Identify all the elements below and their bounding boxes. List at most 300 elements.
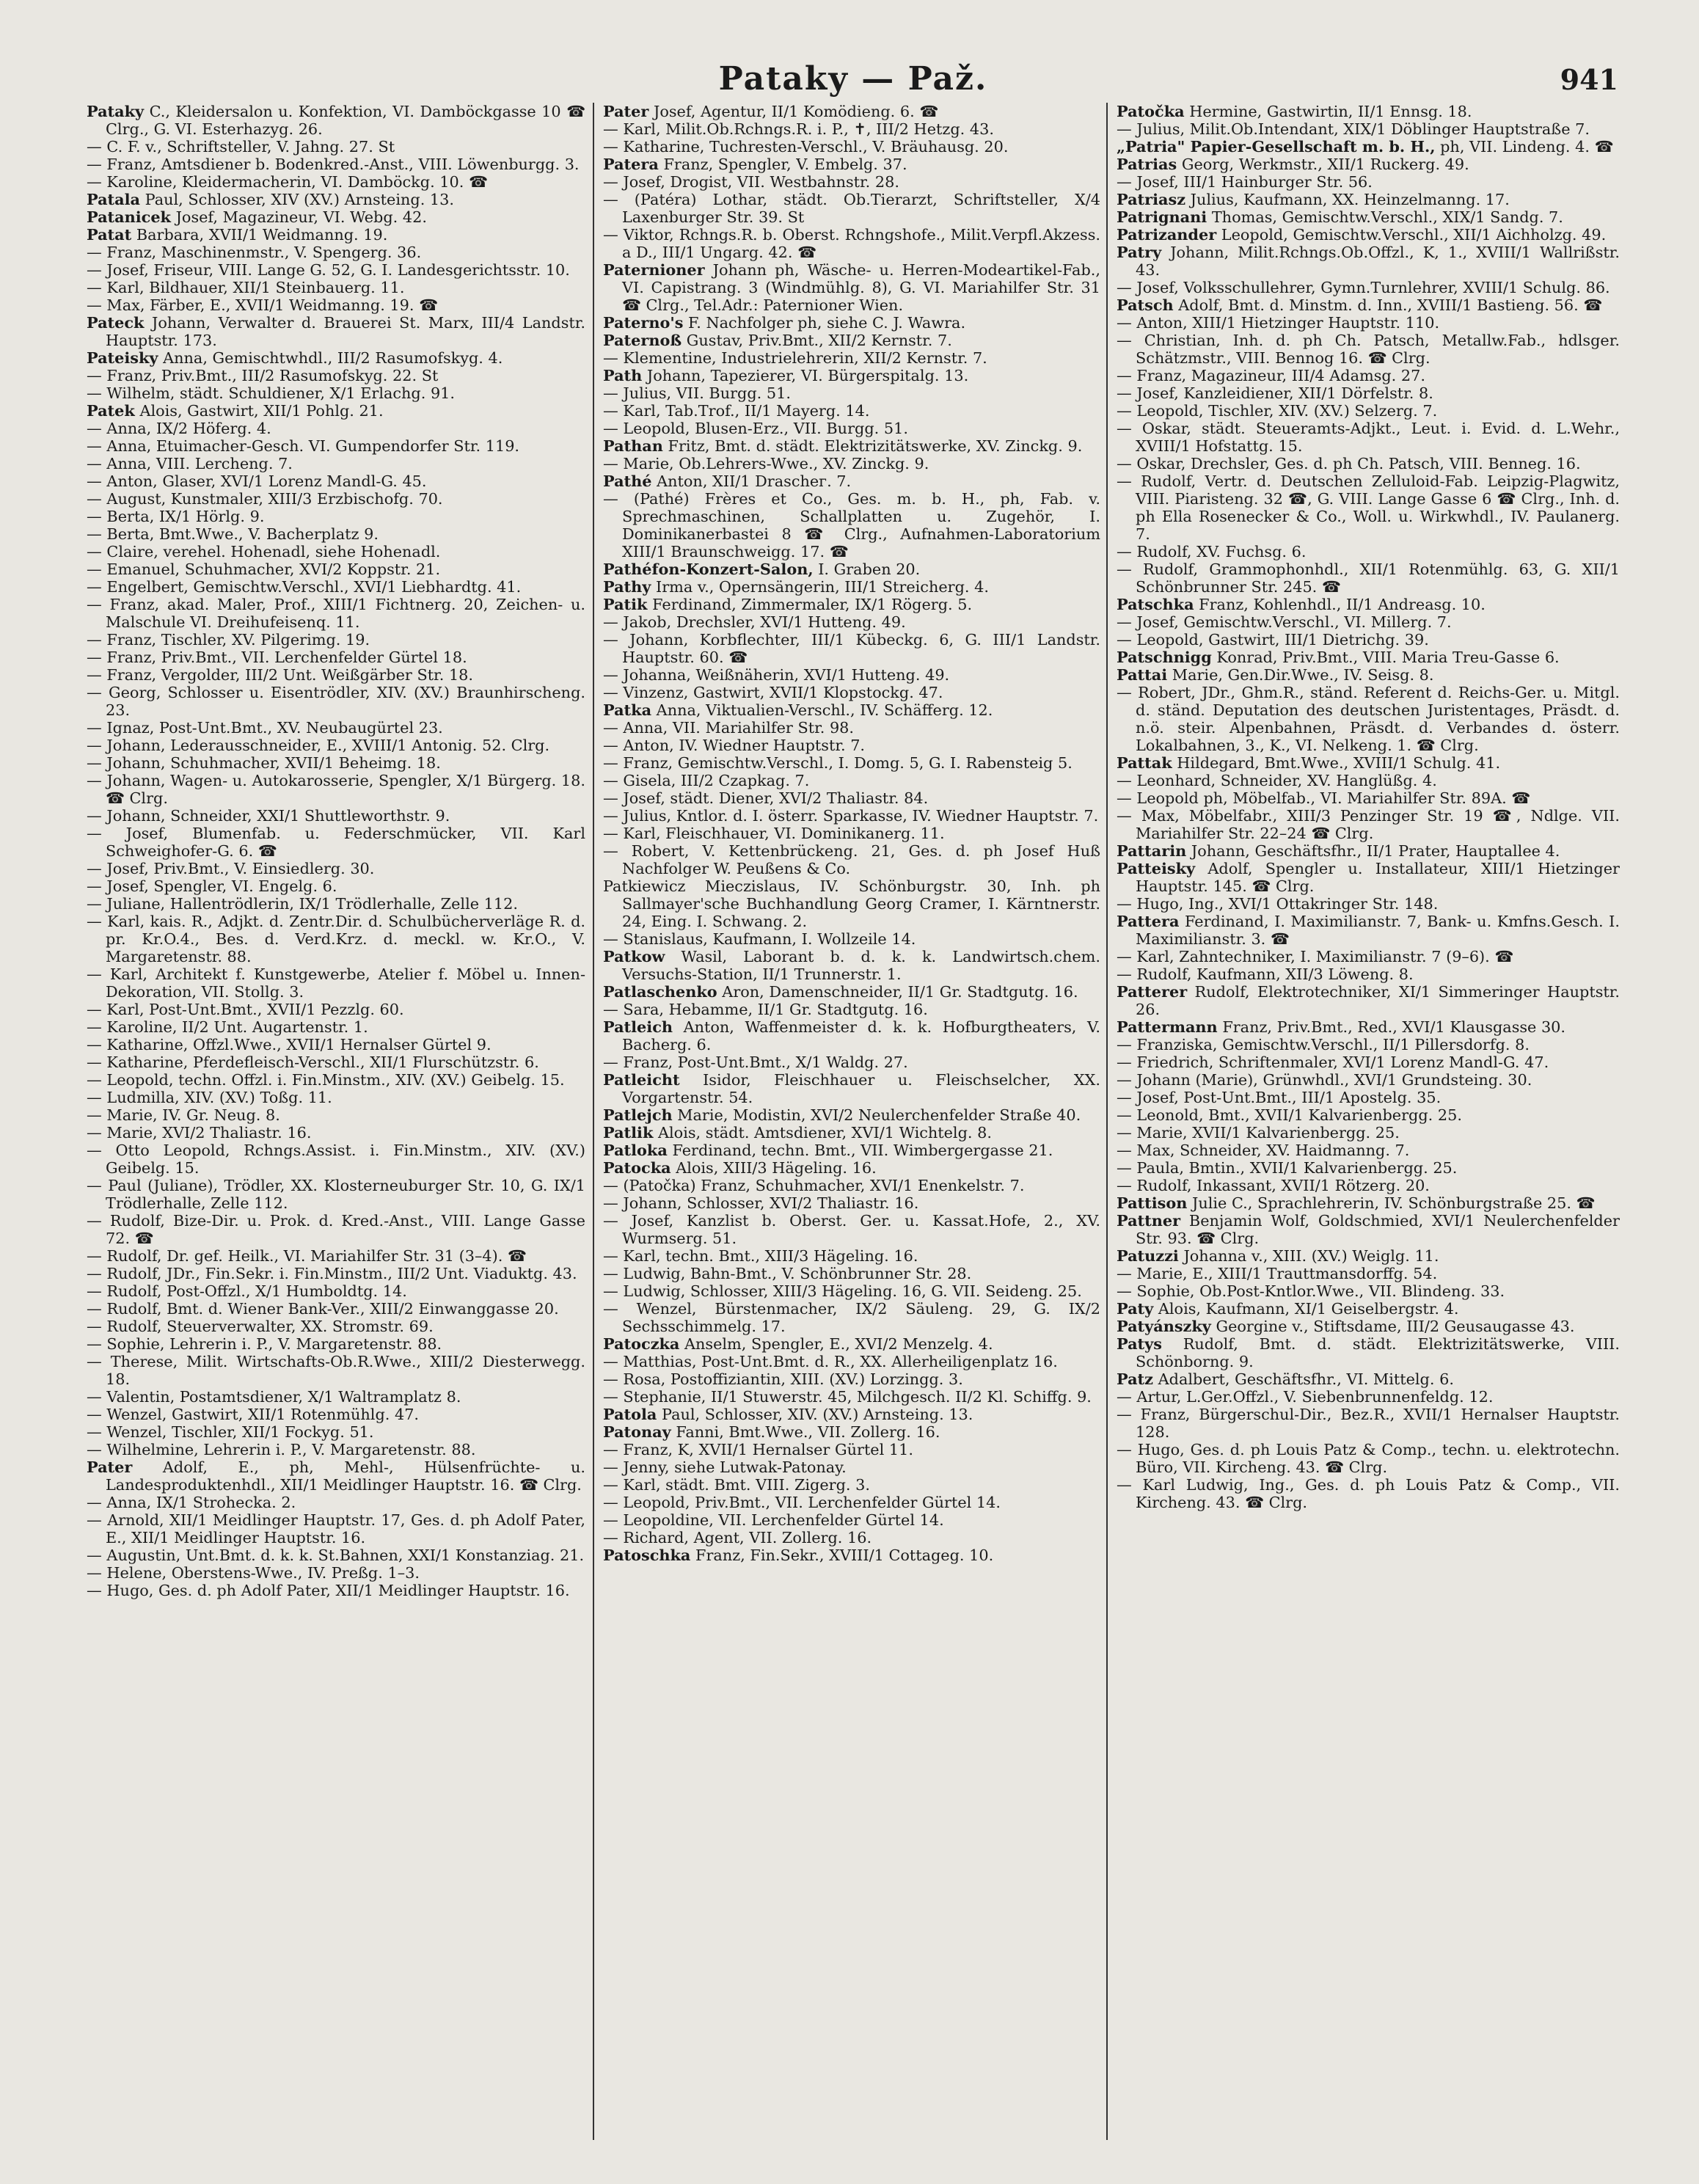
entry-name: — [603,455,618,472]
directory-entry [603,1159,1100,1177]
directory-entry [87,825,585,860]
entry-name: Patleicht [603,1070,680,1089]
directory-entry [603,1406,1100,1423]
directory-entry [603,631,1100,666]
entry-name: Patlaschenko [603,982,717,1001]
entry-name: — [603,1001,618,1018]
entry-text: Rudolf, Bize-Dir. u. Prok. d. Kred.-Anst., VIII. Lange Gasse 72. ☎ [106,1212,585,1247]
directory-entry [603,754,1100,772]
directory-entry [603,1124,1100,1142]
entry-name: Paty [1117,1299,1154,1318]
entry-text: Robert, JDr., Ghm.R., ständ. Referent d. Reichs-Ger. u. Mitgl. d. ständ. Deputation des deutschen Juristentages, Präsdt. d. n.ö. steir. Alpenbahnen, Präsdt. d. Verbandes d. österr. Lokalbahnen, 3., K., VI. Nelkeng. 1. ☎ Clrg. [1136,684,1620,754]
entry-name: Patterer [1117,982,1188,1001]
directory-entry [87,296,585,314]
directory-entry [87,860,585,877]
entry-name: — [87,525,102,543]
entry-name: — [603,666,618,684]
entry-text: Marie, XVII/1 Kalvarienbergg. 25. [1136,1124,1400,1142]
directory-entry [1117,772,1620,789]
entry-text: Therese, Milit. Wirtschafts-Ob.R.Wwe., XIII/2 Diesterwegg. 18. [106,1353,585,1388]
entry-name: Patschnigg [1117,648,1212,666]
directory-entry [603,1212,1100,1247]
entry-text: Anna, IX/2 Höferg. 4. [106,420,271,437]
entry-text: Franz, Vergolder, III/2 Unt. Weißgärber Str. 18. [106,666,474,684]
directory-entry [87,525,585,543]
entry-text: Rudolf, Bmt. d. Wiener Bank-Ver., XIII/2 Einwanggasse 20. [106,1300,559,1318]
entry-name: — [87,596,102,613]
entry-name: — [603,120,618,138]
entry-text: Josef, III/1 Hainburger Str. 56. [1136,173,1373,191]
directory-entry [1117,1106,1620,1124]
directory-entry [87,631,585,649]
running-title: Pataky — Paž. [718,60,988,98]
entry-text: Julius, VII. Burgg. 51. [623,384,791,402]
entry-name: Patlejch [603,1106,673,1124]
entry-name: — [87,1335,102,1353]
entry-text: Wasil, Laborant b. d. k. k. Landwirtsch.chem. Versuchs-Station, II/1 Trunnerstr. 1. [622,948,1100,983]
directory-entry [603,367,1100,384]
entry-text: Richard, Agent, VII. Zollerg. 16. [623,1529,872,1546]
entry-name: Paterno's [603,313,684,332]
entry-text: Georg, Schlosser u. Eisentrödler, XIV. (XV.) Braunhirscheng. 23. [106,684,585,719]
directory-entry [87,1089,585,1106]
entry-text: Marie, Ob.Lehrers-Wwe., XV. Zinckg. 9. [623,455,929,472]
directory-entry [603,437,1100,455]
directory-entry [87,543,585,560]
entry-text: Paul, Schlosser, XIV. (XV.) Arnsteing. 13. [662,1406,973,1423]
entry-name: Patz [1117,1370,1153,1388]
entry-text: Berta, Bmt.Wwe., V. Bacherplatz 9. [106,525,379,543]
entry-text: Johann, Geschäftsfhr., II/1 Prater, Hauptallee 4. [1191,842,1560,860]
entry-text: Juliane, Hallentrödlerin, IX/1 Trödlerhalle, Zelle 112. [106,895,518,913]
entry-name: Pathan [603,437,663,455]
entry-text: Johann, Tapezierer, VI. Bürgerspitalg. 13. [646,367,969,384]
entry-text: Rudolf, Vertr. d. Deutschen Zelluloid-Fab. Leipzig-Plagwitz, VIII. Piaristeng. 32 ☎, G. VIII. Lange Gasse 6 ☎ Clrg., Inh. d. ph Ella Rosenecker & Co., Woll. u. Wirkwhdl., IV. Paulanerg. 7. [1136,472,1620,543]
entry-text: Julius, Milit.Ob.Intendant, XIX/1 Döblinger Hauptstraße 7. [1136,120,1590,138]
entry-text: Klementine, Industrielehrerin, XII/2 Kernstr. 7. [623,349,987,367]
entry-name: Patkiewicz [603,877,686,895]
entry-text: Johann, Korbflechter, III/1 Kübeckg. 6, G. III/1 Landstr. Hauptstr. 60. ☎ [622,631,1100,666]
entry-text: Karl, Milit.Ob.Rchngs.R. i. P., ✝, III/2 Hetzg. 43. [623,120,994,138]
directory-entry [603,261,1100,314]
entry-text: Johann, Milit.Rchngs.Ob.Offzl., K, 1., XVIII/1 Wallrißstr. 43. [1136,244,1620,279]
directory-entry [87,965,585,1001]
entry-name: — [87,1036,102,1053]
entry-name: — [603,191,618,208]
directory-entry [603,472,1100,490]
entry-name: — [1117,1071,1132,1089]
directory-entry [87,1406,585,1423]
entry-text: Wenzel, Tischler, XII/1 Fockyg. 51. [106,1423,374,1441]
entry-text: Max, Färber, E., XVII/1 Weidmanng. 19. ☎ [106,296,439,314]
directory-entry [87,226,585,244]
directory-entry [87,508,585,525]
directory-entry [603,1001,1100,1018]
entry-text: Johann, Schneider, XXI/1 Shuttleworthstr. 9. [106,807,450,825]
entry-text: Leopoldine, VII. Lerchenfelder Gürtel 14. [623,1511,944,1529]
directory-entry [1117,173,1620,191]
directory-entry [1117,138,1620,156]
entry-name: — [87,156,102,173]
entry-name: — [87,1282,102,1300]
entry-name: — [87,1353,102,1370]
directory-entry [603,930,1100,948]
directory-entry [87,1265,585,1282]
entry-name: — [87,420,102,437]
entry-text: Johann (Marie), Grünwhdl., XVI/1 Grundsteing. 30. [1136,1071,1532,1089]
entry-name: — [1117,402,1132,420]
entry-name: — [87,772,102,789]
entry-name: — [87,1106,102,1124]
entry-text: Georgine v., Stiftsdame, III/2 Geusaugasse 43. [1216,1318,1575,1335]
entry-name: — [603,737,618,754]
entry-text: Karl, Fleischhauer, VI. Dominikanerg. 11. [623,825,945,842]
entry-name: Patrignani [1117,208,1207,226]
directory-entry [1117,1159,1620,1177]
directory-entry [1117,983,1620,1018]
entry-name: — [1117,948,1132,965]
entry-name: — [603,1282,618,1300]
entry-text: Anna, Etuimacher-Gesch. VI. Gumpendorfer Str. 119. [106,437,520,455]
entry-name: — [87,1388,102,1406]
entry-name: — [87,1001,102,1018]
entry-name: — [87,1423,102,1441]
entry-name: Patkow [603,947,665,965]
entry-text: ph, VII. Lindeng. 4. ☎ [1440,138,1614,156]
directory-entry [603,983,1100,1001]
directory-entry [87,666,585,684]
directory-entry [87,138,585,156]
entry-name: — [1117,1388,1132,1406]
directory-entry [87,349,585,367]
entry-name: Patola [603,1405,657,1423]
directory-entry [87,1458,585,1494]
directory-entry [603,103,1100,120]
entry-text: Fanni, Bmt.Wwe., VII. Zollerg. 16. [676,1423,940,1441]
directory-entry [87,1441,585,1458]
entry-name: — [1117,279,1132,296]
directory-entry [1117,1177,1620,1194]
entry-name: Pataky [87,103,145,120]
entry-name: Patloka [603,1141,668,1159]
directory-entry [87,1335,585,1353]
directory-entry [1117,120,1620,138]
entry-name: — [603,1388,618,1406]
entry-name: — [1117,1441,1132,1458]
directory-entry [87,649,585,666]
directory-entry [1117,948,1620,965]
entry-name: — [87,173,102,191]
entry-name: Pattison [1117,1194,1188,1212]
entry-name: — [1117,384,1132,402]
directory-entry [603,1335,1100,1353]
entry-name: — [1117,1265,1132,1282]
entry-text: Max, Schneider, XV. Haidmanng. 7. [1136,1142,1410,1159]
entry-name: Pathéfon-Konzert-Salon, [603,560,814,578]
entry-text: Anselm, Spengler, E., XVI/2 Menzelg. 4. [684,1335,993,1353]
entry-text: Jenny, siehe Lutwak-Patonay. [623,1458,847,1476]
directory-entry [1117,367,1620,384]
entry-name: — [603,420,618,437]
entry-name: Patek [87,401,135,420]
entry-text: Adolf, E., ph, Mehl-, Hülsenfrüchte- u. Landesproduktenhdl., XII/1 Meidlinger Hauptstr. 16. ☎ Clrg. [106,1458,585,1494]
entry-text: Adalbert, Geschäftsfhr., VI. Mittelg. 6. [1158,1370,1454,1388]
entry-name: — [603,173,618,191]
entry-text: Karl, Tab.Trof., II/1 Mayerg. 14. [623,402,870,420]
entry-text: Marie, Gen.Dir.Wwe., IV. Seisg. 8. [1172,666,1434,684]
entry-name: — [87,1441,102,1458]
directory-entry [1117,543,1620,560]
entry-text: Julie C., Sprachlehrerin, IV. Schönburgstraße 25. ☎ [1192,1194,1596,1212]
entry-text: Anna, Gemischtwhdl., III/2 Rasumofskyg. 4. [163,349,503,367]
entry-name: — [603,1053,618,1071]
directory-entry [1117,913,1620,948]
entry-name: — [87,296,102,314]
entry-text: Rudolf, Bmt. d. städt. Elektrizitätswerke, VIII. Schönborng. 9. [1136,1335,1620,1370]
entry-name: — [603,1511,618,1529]
entry-name: — [87,1177,102,1194]
directory-entry [1117,860,1620,895]
directory-entry [603,402,1100,420]
entry-name: — [603,1353,618,1370]
directory-entry [87,156,585,173]
directory-entry [87,560,585,578]
entry-text: Georg, Werkmstr., XII/1 Ruckerg. 49. [1181,156,1469,173]
entry-name: — [603,1247,618,1265]
directory-entry [603,772,1100,789]
entry-text: Johann ph, Wäsche- u. Herren-Modeartikel-Fab., VI. Capistrang. 3 (Windmühlg. 8), G. VI. Mariahilfer Str. 31 ☎ Clrg., Tel.Adr.: Paternioner Wien. [622,261,1100,314]
entry-name: Patanicek [87,208,171,226]
entry-text: Max, Möbelfabr., XIII/3 Penzinger Str. 19 ☎, Ndlge. VII. Mariahilfer Str. 22–24 ☎ Clrg. [1136,807,1620,842]
entry-text: Marie, Modistin, XVI/2 Neulerchenfelder Straße 40. [677,1106,1081,1124]
directory-entry [87,191,585,208]
entry-name: — [603,1300,618,1318]
entry-text: (Pathé) Frères et Co., Ges. m. b. H., ph, Fab. v. Sprechmaschinen, Schallplatten u. Zugehör, I. Dominikanerbastei 8 ☎ Clrg., Aufnahmen-Laboratorium XIII/1 Braunschweigg. 17. ☎ [622,490,1100,560]
directory-entry [1117,1265,1620,1282]
entry-name: — [87,1406,102,1423]
directory-entry [603,490,1100,560]
entry-text: Josef, Priv.Bmt., V. Einsiedlerg. 30. [106,860,375,877]
entry-name: — [1117,1476,1132,1494]
entry-text: Ferdinand, I. Maximilianstr. 7, Bank- u. Kmfns.Gesch. I. Maximilianstr. 3. ☎ [1136,913,1620,948]
directory-entry [603,948,1100,983]
directory-entry [1117,402,1620,420]
entry-name: — [87,631,102,649]
entry-text: Ignaz, Post-Unt.Bmt., XV. Neubaugürtel 23. [106,719,443,737]
entry-text: Johann, Schuhmacher, XVII/1 Beheimg. 18. [106,754,441,772]
entry-name: — [87,719,102,737]
directory-entry [1117,807,1620,842]
entry-name: — [87,455,102,472]
directory-entry [1117,1018,1620,1036]
entry-text: Marie, E., XIII/1 Trauttmansdorffg. 54. [1136,1265,1438,1282]
entry-name: Patyánszky [1117,1317,1211,1335]
entry-text: Hugo, Ing., XVI/1 Ottakringer Str. 148. [1136,895,1439,913]
entry-name: — [1117,772,1132,789]
entry-name: — [603,789,618,807]
entry-name: Pateisky [87,348,158,367]
entry-name: — [1117,631,1132,649]
entry-name: — [87,367,102,384]
entry-name: — [603,402,618,420]
entry-name: — [87,666,102,684]
directory-entry [87,1177,585,1212]
entry-text: Barbara, XVII/1 Weidmanng. 19. [136,226,388,244]
entry-text: Rudolf, Dr. gef. Heilk., VI. Mariahilfer Str. 31 (3–4). ☎ [106,1247,527,1265]
entry-text: Rudolf, Post-Offzl., X/1 Humboldtg. 14. [106,1282,407,1300]
entry-name: — [1117,560,1132,578]
entry-name: — [87,1212,102,1230]
entry-text: Berta, IX/1 Hörlg. 9. [106,508,265,525]
directory-entry [603,666,1100,684]
entry-name: Patschka [1117,595,1194,613]
directory-entry [1117,420,1620,455]
directory-entry [1117,613,1620,631]
directory-entry [603,1370,1100,1388]
entry-name: Patteisky [1117,859,1196,877]
entry-name: — [87,649,102,666]
directory-entry [603,578,1100,596]
directory-entry [87,208,585,226]
entry-name: — [1117,367,1132,384]
entry-name: — [87,490,102,508]
directory-entry [87,1353,585,1388]
entry-name: — [87,1018,102,1036]
entry-text: Franz, Gemischtw.Verschl., I. Domg. 5, G. I. Rabensteig 5. [623,754,1073,772]
entry-text: Josef, Spengler, VI. Engelg. 6. [106,877,337,895]
directory-entry [87,1212,585,1247]
directory-entry [87,1071,585,1089]
directory-entry [1117,1089,1620,1106]
entry-text: Alois, städt. Amtsdiener, XVI/1 Wichtelg. 8. [658,1124,992,1142]
entry-name: Patriasz [1117,190,1186,208]
entry-text: Artur, L.Ger.Offzl., V. Siebenbrunnenfeldg. 12. [1136,1388,1494,1406]
entry-text: Johann, Schlosser, XVI/2 Thaliastr. 16. [623,1194,919,1212]
entry-text: Josef, Friseur, VIII. Lange G. 52, G. I. Landesgerichtsstr. 10. [106,261,570,279]
entry-name: — [603,490,618,508]
entry-name: — [87,1494,102,1511]
directory-entry [603,1300,1100,1335]
entry-name: — [87,543,102,560]
entry-text: Rudolf, JDr., Fin.Sekr. i. Fin.Minstm., III/2 Unt. Viaduktg. 43. [106,1265,577,1282]
entry-text: Rudolf, Elektrotechniker, XI/1 Simmeringer Hauptstr. 26. [1136,983,1620,1018]
entry-name: Pater [603,103,649,120]
entry-text: Julius, Kaufmann, XX. Heinzelmanng. 17. [1190,191,1510,208]
entry-name: — [1117,314,1132,332]
entry-text: Leopold, techn. Offzl. i. Fin.Minstm., XIV. (XV.) Geibelg. 15. [106,1071,565,1089]
entry-name: Patry [1117,243,1162,261]
directory-entry [87,314,585,349]
entry-text: Hugo, Ges. d. ph Louis Patz & Comp., techn. u. elektrotechn. Büro, VII. Kircheng. 43. ☎ Clrg. [1136,1441,1620,1476]
entry-name: — [87,965,102,983]
directory-entry [603,1529,1100,1546]
entry-text: Claire, verehel. Hohenadl, siehe Hohenadl. [106,543,441,560]
directory-entry [1117,1036,1620,1053]
entry-text: Franz, Fin.Sekr., XVIII/1 Cottageg. 10. [695,1546,994,1564]
entry-text: Anna, IX/1 Strohecka. 2. [106,1494,296,1511]
entry-name: „Patria" Papier-Gesellschaft m. b. H., [1117,137,1436,156]
entry-name: — [603,384,618,402]
entry-text: Sophie, Ob.Post-Kntlor.Wwe., VII. Blindeng. 33. [1136,1282,1505,1300]
entry-name: — [87,578,102,596]
entry-text: Konrad, Priv.Bmt., VIII. Maria Treu-Gasse 6. [1216,649,1560,666]
directory-entry [1117,384,1620,402]
entry-name: — [87,1564,102,1582]
entry-text: F. Nachfolger ph, siehe C. J. Wawra. [688,314,966,332]
entry-name: — [87,1247,102,1265]
directory-entry [1117,1300,1620,1318]
directory-entry [1117,684,1620,754]
entry-text: C. F. v., Schriftsteller, V. Jahng. 27. St [106,138,395,156]
entry-text: Johann, Wagen- u. Autokarosserie, Spengler, X/1 Bürgerg. 18. ☎ Clrg. [106,772,585,807]
entry-name: Patoschka [603,1546,691,1564]
directory-entry [603,138,1100,156]
entry-name: — [87,1546,102,1564]
entry-text: Karl, Post-Unt.Bmt., XVII/1 Pezzlg. 60. [106,1001,404,1018]
directory-entry [87,737,585,754]
directory-entry [87,1106,585,1124]
entry-name: Pattak [1117,753,1172,772]
entry-name: — [603,772,618,789]
entry-name: — [603,1476,618,1494]
entry-name: Patočka [1117,103,1185,120]
entry-text: Engelbert, Gemischtw.Verschl., XVI/1 Liebhardtg. 41. [106,578,522,596]
entry-text: Katharine, Pferdefleisch-Verschl., XII/1 Flurschützstr. 6. [106,1053,539,1071]
entry-name: — [87,1089,102,1106]
entry-text: Christian, Inh. d. ph Ch. Patsch, Metallw.Fab., hdlsger. Schätzmstr., VIII. Bennog 16. ☎ Clrg. [1136,332,1620,367]
directory-entry [603,719,1100,737]
entry-text: Wilhelm, städt. Schuldiener, X/1 Erlachg. 91. [106,384,456,402]
entry-name: — [87,895,102,913]
directory-entry [87,1036,585,1053]
entry-name: Patys [1117,1334,1162,1353]
directory-entry [87,367,585,384]
entry-name: — [603,1265,618,1282]
entry-name: Patoczka [603,1334,680,1353]
directory-entry [603,349,1100,367]
entry-text: Karl, kais. R., Adjkt. d. Zentr.Dir. d. Schulbücherverläge R. d. pr. Kr.O.4., Bes. d. Verd.Krz. d. meckl. w. Kr.O., V. Margaretenstr. 88. [106,913,585,965]
directory-entry [1117,560,1620,596]
directory-entry [603,1265,1100,1282]
entry-name: — [603,807,618,825]
directory-entry [1117,631,1620,649]
directory-entry [87,1494,585,1511]
entry-text: I. Graben 20. [818,560,921,578]
entry-name: — [1117,1159,1132,1177]
entry-name: — [603,1194,618,1212]
directory-entry [87,244,585,261]
entry-text: Johanna, Weißnäherin, XVI/1 Hutteng. 49. [623,666,950,684]
entry-text: Josef, Gemischtw.Verschl., VI. Millerg. 7. [1136,613,1452,631]
directory-entry [87,1300,585,1318]
entry-text: Franz, Maschinenmstr., V. Spengerg. 36. [106,244,422,261]
entry-text: (Patočka) Franz, Schuhmacher, XVI/1 Enenkelstr. 7. [623,1177,1025,1194]
directory-entry [1117,965,1620,983]
directory-entry [603,701,1100,719]
entry-name: Pattarin [1117,841,1187,860]
entry-name: — [87,1142,102,1159]
entry-text: Leonold, Bmt., XVII/1 Kalvarienbergg. 25. [1136,1106,1462,1124]
directory-entry [603,1194,1100,1212]
entry-name: — [1117,613,1132,631]
entry-name: — [1117,543,1132,560]
entry-name: — [603,1494,618,1511]
entry-text: Paula, Bmtin., XVII/1 Kalvarienbergg. 25. [1136,1159,1458,1177]
entry-text: Anton, Waffenmeister d. k. k. Hofburgtheaters, V. Bacherg. 6. [622,1018,1100,1053]
entry-name: — [87,437,102,455]
directory-entry [603,332,1100,349]
entry-text: Anton, Glaser, XVI/1 Lorenz Mandl-G. 45. [106,472,427,490]
